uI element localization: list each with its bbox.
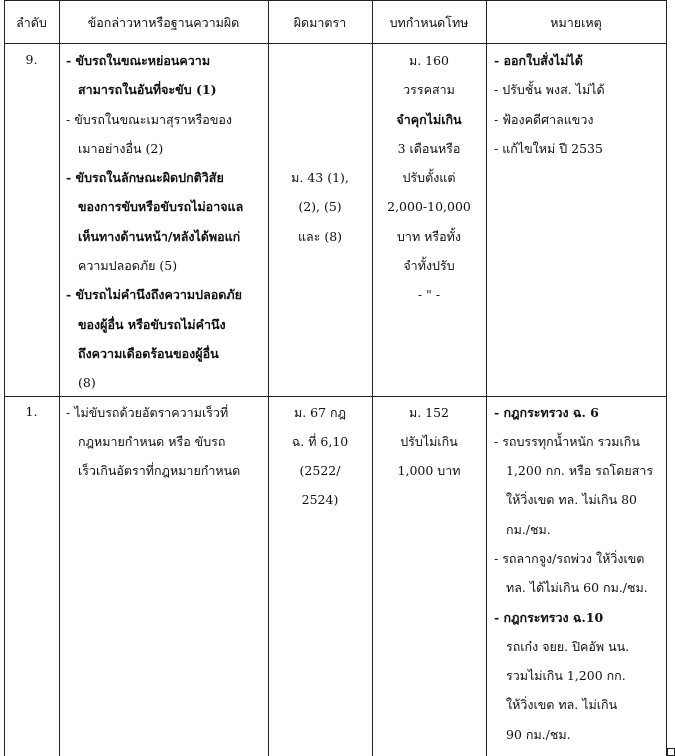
remark-line: - รถลากจูง/รถพ่วง ให้วิ่งเขต: [494, 551, 645, 566]
table-border-top: [4, 0, 667, 1]
section-line: (2522/: [299, 463, 341, 478]
remark-line: - ออกใบสั่งไม่ได้: [494, 53, 583, 68]
header-divider: [4, 43, 667, 44]
offense-line: - ขับรถในขณะเมาสุราหรือของ: [66, 112, 232, 127]
remark-line: - กฎกระทรวง ฉ.10: [494, 610, 604, 625]
table-border-right: [666, 0, 667, 756]
section-line: และ (8): [297, 229, 343, 244]
penalty-line: ปรับตั้งแต่: [402, 170, 456, 185]
section-line: 2524): [301, 492, 339, 507]
offense-line: เมาอย่างอื่น (2): [78, 141, 164, 156]
offense-line: กฎหมายกำหนด หรือ ขับรถ: [78, 434, 226, 449]
column-divider: [486, 0, 487, 756]
table-resize-handle[interactable]: [667, 748, 675, 756]
offense-line: ความปลอดภัย (5): [78, 258, 178, 273]
header-section: ผิดมาตรา: [293, 15, 347, 30]
header-penalty: บทกำหนดโทษ: [389, 15, 469, 30]
remark-line: [494, 82, 605, 98]
penalty-line: ม. 160: [408, 53, 450, 68]
offense-line: เห็นทางด้านหน้า/หลังได้พอแก่: [78, 229, 241, 244]
row1-order: 9.: [25, 52, 38, 67]
penalty-line: ปรับไม่เกิน: [400, 434, 458, 449]
section-line: ฉ. ที่ 6,10: [291, 434, 349, 449]
offense-line: ของการขับหรือขับรถไม่อาจแล: [78, 199, 244, 214]
remark-line: - รถบรรทุกน้ำหนัก รวมเกิน: [494, 434, 640, 449]
offense-line: (8): [78, 375, 96, 390]
penalty-line: วรรคสาม: [403, 82, 455, 97]
section-line: ม. 43 (1),: [291, 170, 349, 185]
column-divider: [59, 0, 60, 756]
header-offense: ข้อกล่าวหาหรือฐานความผิด: [87, 15, 240, 30]
offense-line: เร็วเกินอัตราที่กฎหมายกำหนด: [78, 463, 241, 478]
penalty-line: - " -: [417, 287, 441, 302]
penalty-line: ม. 152: [408, 405, 450, 420]
offense-line: - ขับรถในลักษณะผิดปกติวิสัย: [66, 170, 224, 185]
penalty-line: จำคุกไม่เกิน: [396, 112, 462, 127]
penalty-line: 2,000-10,000: [387, 199, 471, 214]
remark-line: - ฟ้องคดีศาลแขวง: [494, 112, 594, 127]
remark-line: - กฎกระทรวง ฉ. 6: [494, 405, 599, 420]
header-remark: หมายเหตุ: [550, 15, 602, 30]
remark-line: ให้วิ่งเขต ทล. ไม่เกิน: [506, 697, 618, 712]
section-line: (2), (5): [298, 199, 342, 214]
remark-line: 90 กม./ชม.: [506, 727, 571, 742]
penalty-line: 1,000 บาท: [397, 463, 461, 478]
remark-line: ทล. ได้ไม่เกิน 60 กม./ชม.: [506, 580, 648, 595]
penalty-line: จำทั้งปรับ: [403, 258, 455, 273]
header-order: ลำดับ: [16, 15, 47, 30]
section-line: ม. 67 กฎ: [293, 405, 347, 420]
offense-line: - ขับรถไม่คำนึงถึงความปลอดภัย: [66, 287, 242, 302]
table-border-left: [4, 0, 5, 756]
remark-line: ให้วิ่งเขต ทล. ไม่เกิน 80: [506, 492, 638, 507]
penalty-line: 3 เดือนหรือ: [397, 141, 461, 156]
remark-text: - ปรับชั้น พงส. ไม่ได้: [494, 82, 605, 97]
penalty-line: บาท หรือทั้ง: [397, 229, 461, 244]
offense-line: - ขับรถในขณะหย่อนความ: [66, 53, 211, 68]
offense-line: - ไม่ขับรถด้วยอัตราความเร็วที่: [66, 405, 229, 420]
column-divider: [268, 0, 269, 756]
remark-line: กม./ชม.: [506, 522, 551, 537]
offense-line: ของผู้อื่น หรือขับรถไม่คำนึง: [78, 317, 226, 332]
remark-line: 1,200 กก. หรือ รถโดยสาร: [506, 463, 654, 478]
offense-line: สามารถในอันที่จะขับ (1): [78, 82, 217, 97]
offense-line: ถึงความเดือดร้อนของผู้อื่น: [78, 346, 219, 361]
row-divider: [4, 396, 667, 397]
row2-order: 1.: [25, 404, 38, 419]
remark-line: รวมไม่เกิน 1,200 กก.: [506, 668, 626, 683]
remark-line: - แก้ไขใหม่ ปี 2535: [494, 141, 603, 156]
remark-line: รถเก๋ง จยย. ปิคอัพ นน.: [506, 639, 630, 654]
